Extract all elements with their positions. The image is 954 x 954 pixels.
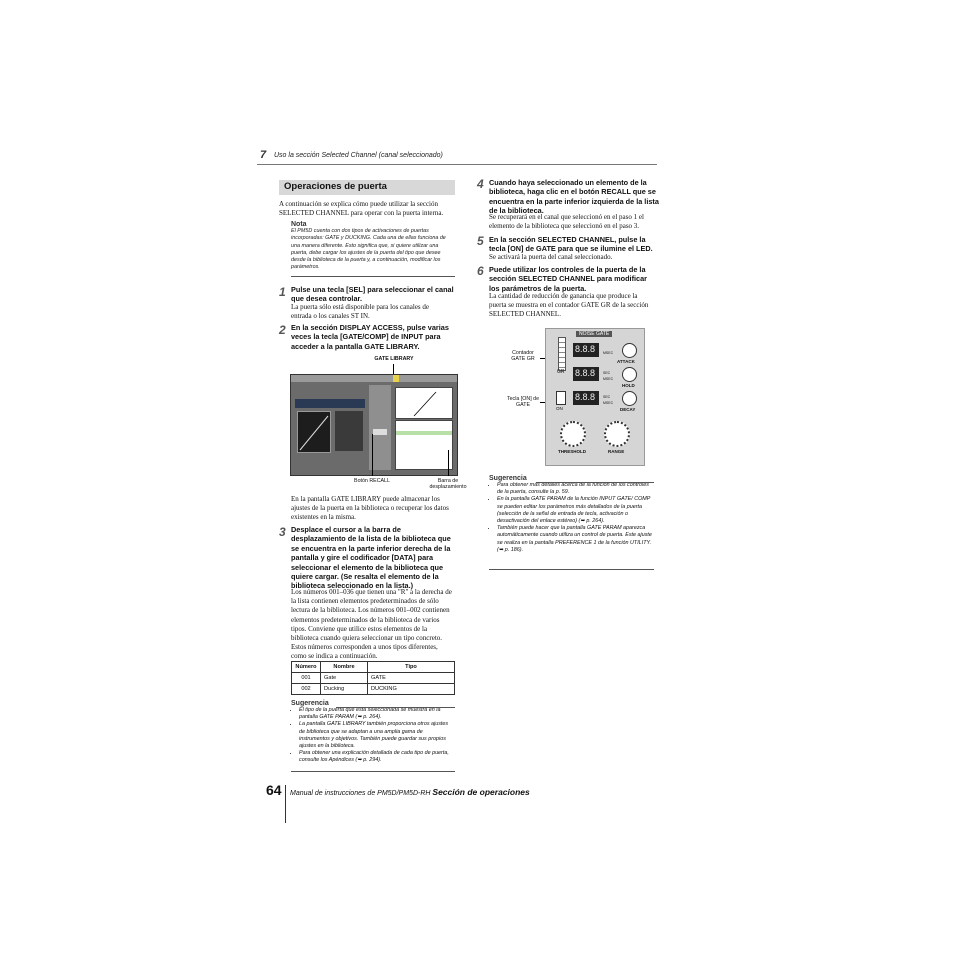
screen-channel-bar: [295, 399, 365, 408]
decay-label: DECAY: [620, 407, 636, 412]
attack-unit: MSEC: [603, 351, 614, 355]
step-5-body: Se activará la puerta del canal seleccionado.: [489, 253, 613, 261]
range-knob[interactable]: [604, 421, 630, 447]
step-4-heading: Cuando haya seleccionado un elemento de la biblioteca, haga clic en el botón RECALL que se encuentra en la parte inferior izquierda de la lista de la biblioteca.: [489, 178, 659, 216]
table-cell: 001: [292, 673, 321, 684]
table-cell: DUCKING: [368, 684, 455, 695]
screen-recall-button[interactable]: [373, 429, 387, 435]
threshold-knob[interactable]: [560, 421, 586, 447]
sugerencia-box-right: [489, 475, 654, 554]
list-item: • Para obtener una explicación detallada de cada tipo de puerta, consulte los Apéndices (➥ p. 294).: [299, 750, 455, 764]
sugerencia-list-left: [291, 707, 455, 765]
sugerencia-box-left: [291, 700, 455, 765]
chapter-number: 7: [260, 149, 267, 161]
gr-meter: [558, 337, 566, 371]
page-number: 64: [266, 782, 282, 798]
callout-line-recall: [372, 434, 373, 476]
list-item: • También puede hacer que la pantalla GATE PARAM aparezca automáticamente cuando utiliza un control de puerta. Este ajuste se realiza en la pantalla PREFERENCE 1 de la función UTILITY. (➥ p. 186).: [497, 525, 654, 554]
step-4-body: Se recuperará en el canal que seleccionó en el paso 1 el elemento de la biblioteca que seleccionó en el paso 3.: [489, 213, 644, 231]
step-6-number: 6: [477, 264, 484, 278]
table-row: [292, 673, 455, 684]
footer-vertical-rule: [285, 785, 286, 823]
step-6-body: La cantidad de reducción de ganancia que produce la puerta se muestra en el contador GATE GR de la sección SELECTED CHANNEL.: [489, 292, 649, 319]
on-label: ON: [556, 406, 563, 411]
label-gate-on-key: Tecla [ON] de GATE: [506, 396, 540, 408]
noise-gate-panel: [545, 328, 645, 466]
decay-display: [573, 391, 599, 405]
label-scrollbar: Barra de desplazamiento: [429, 478, 467, 490]
step-3-heading: Desplace el cursor a la barra de desplazamiento de la lista de la biblioteca que se encuentra en la parte inferior derecha de la pantalla y gire el codificador [DATA] para seleccionar el elemento de la biblioteca que quiere cargar. (Se resalta el elemento de la biblioteca seleccionado en la lista.): [291, 525, 451, 591]
label-recall-button: Botón RECALL: [354, 478, 390, 484]
step-2-heading: En la sección DISPLAY ACCESS, pulse varias veces la tecla [GATE/COMP] de INPUT para acceder a la pantalla GATE LIBRARY.: [291, 323, 449, 351]
library-type-table: [291, 661, 455, 695]
step-1-heading: Pulse una tecla [SEL] para seleccionar el canal que desea controlar.: [291, 285, 454, 304]
step-5-number: 5: [477, 234, 484, 248]
list-selected-row: [396, 431, 452, 435]
table-cell: Gate: [321, 673, 368, 684]
sugerencia-heading-right: Sugerencia: [489, 475, 527, 482]
label-gate-gr-counter: Contador GATE GR: [511, 350, 535, 362]
hold-unit-msec: MSEC: [603, 377, 614, 381]
note-text: El PM5D cuenta con dos tipos de activaciones de puertas incorporadas: GATE y DUCKING. Cada una de ellas funciona de una manera diferente. Esto significa que, si quiere utilizar una puerta, debe cargar los ajustes de la puerta del tipo que desee desde la biblioteca de la puerta y, a continuación, modificar los parámetros.: [291, 228, 446, 271]
label-gate-library: GATE LIBRARY: [374, 356, 414, 362]
graph-left-line: [298, 412, 330, 452]
attack-display: [573, 343, 599, 357]
screen-tab-highlight: [393, 375, 399, 382]
list-item: • La pantalla GATE LIBRARY también proporciona otros ajustes de biblioteca que se adaptan a una amplia gama de instrumentos y objetivos. También puede guardar sus propios ajustes en la biblioteca.: [299, 721, 455, 750]
table-header-nombre: Nombre: [321, 662, 368, 673]
step-3-number: 3: [279, 525, 286, 539]
attack-digits: 8.8.8: [575, 344, 596, 354]
step-3-body: Los números 001–036 que tienen una "R" a la derecha de la lista contienen elementos predeterminados de sólo lectura de la biblioteca. Los números 001–002 contienen elementos predeterminados de la biblioteca de varios tipos. Conviene que utilice estos elementos de la biblioteca cuando quiera seleccionar un tipo concreto. Estos números corresponden a unos tipos diferentes, como se indica a continuación.: [291, 588, 452, 661]
hold-digits: 8.8.8: [575, 368, 596, 378]
header-rule: [257, 164, 657, 165]
gr-label: GR: [557, 369, 565, 375]
sugerencia-top-rule-right: [536, 482, 654, 483]
sugerencia-bottom-rule-right: [489, 569, 654, 570]
graph-right-line: [396, 388, 452, 418]
screen-graph-right: [395, 387, 453, 419]
step-4-number: 4: [477, 177, 484, 191]
gate-on-key[interactable]: [556, 391, 566, 405]
table-cell: 002: [292, 684, 321, 695]
step-1-body: La puerta sólo está disponible para los canales de entrada o los canales ST IN.: [291, 303, 430, 321]
gate-library-screen: [290, 374, 458, 476]
attack-label: ATTACK: [617, 359, 635, 364]
screen-graph-left: [297, 411, 331, 453]
hold-knob[interactable]: [622, 367, 637, 382]
sugerencia-top-rule-left: [336, 707, 455, 708]
decay-unit-sec: SEC: [603, 395, 611, 399]
note-heading: Nota: [291, 221, 307, 228]
attack-knob[interactable]: [622, 343, 637, 358]
section-title-bar: [279, 180, 455, 195]
footer-section-title: Sección de operaciones: [432, 787, 530, 797]
step-6-heading: Puede utilizar los controles de la puerta de la sección SELECTED CHANNEL para modificar los parámetros de la puerta.: [489, 265, 648, 293]
section-title: Operaciones de puerta: [284, 181, 387, 192]
hold-unit-sec: SEC: [603, 371, 611, 375]
decay-unit-msec: MSEC: [603, 401, 614, 405]
note-bottom-rule: [291, 276, 455, 277]
step-1-number: 1: [279, 285, 286, 299]
list-item: • Para obtener más detalles acerca de la función de los controles de la puerta, consulte la p. 59.: [497, 482, 654, 496]
sugerencia-heading-left: Sugerencia: [291, 700, 329, 707]
range-label: RANGE: [608, 449, 625, 454]
table-header-row: [292, 662, 455, 673]
hold-display: [573, 367, 599, 381]
step-2-body: En la pantalla GATE LIBRARY puede almacenar los ajustes de la puerta en la biblioteca o recuperar los datos existentes en la misma.: [291, 495, 449, 522]
screen-library-list: [395, 420, 453, 470]
table-header-numero: Número: [292, 662, 321, 673]
table-header-tipo: Tipo: [368, 662, 455, 673]
decay-digits: 8.8.8: [575, 392, 596, 402]
screen-meters: [335, 411, 363, 451]
screen-top-bar: [291, 375, 457, 382]
step-5-heading: En la sección SELECTED CHANNEL, pulse la tecla [ON] de GATE para que se ilumine el LED.: [489, 235, 653, 254]
sugerencia-list-right: [489, 482, 654, 554]
table-cell: GATE: [368, 673, 455, 684]
table-cell: Ducking: [321, 684, 368, 695]
decay-knob[interactable]: [622, 391, 637, 406]
step-2-number: 2: [279, 323, 286, 337]
threshold-label: THRESHOLD: [558, 449, 586, 454]
footer-manual-title: Manual de instrucciones de PM5D/PM5D-RH: [290, 790, 431, 797]
list-item: • En la pantalla GATE PARAM de la función INPUT GATE/ COMP se pueden editar los parámetros más detallados de la puerta (selección de la señal de entrada de tecla, activación o desactivación del enlace estéreo) (➥ p. 264).: [497, 496, 654, 525]
hold-label: HOLD: [622, 383, 635, 388]
chapter-title: Uso la sección Selected Channel (canal seleccionado): [274, 152, 443, 159]
panel-title: NOISE GATE: [576, 331, 612, 337]
table-row: [292, 684, 455, 695]
note-box: [291, 221, 455, 272]
intro-paragraph: A continuación se explica cómo puede utilizar la sección SELECTED CHANNEL para operar con la puerta interna.: [279, 200, 444, 218]
footer: [290, 787, 530, 797]
list-item: • El tipo de la puerta que está seleccionada se muestra en la pantalla GATE PARAM (➥ p. 264).: [299, 707, 455, 721]
callout-line-scroll: [448, 450, 449, 476]
sugerencia-bottom-rule-left: [291, 771, 455, 772]
